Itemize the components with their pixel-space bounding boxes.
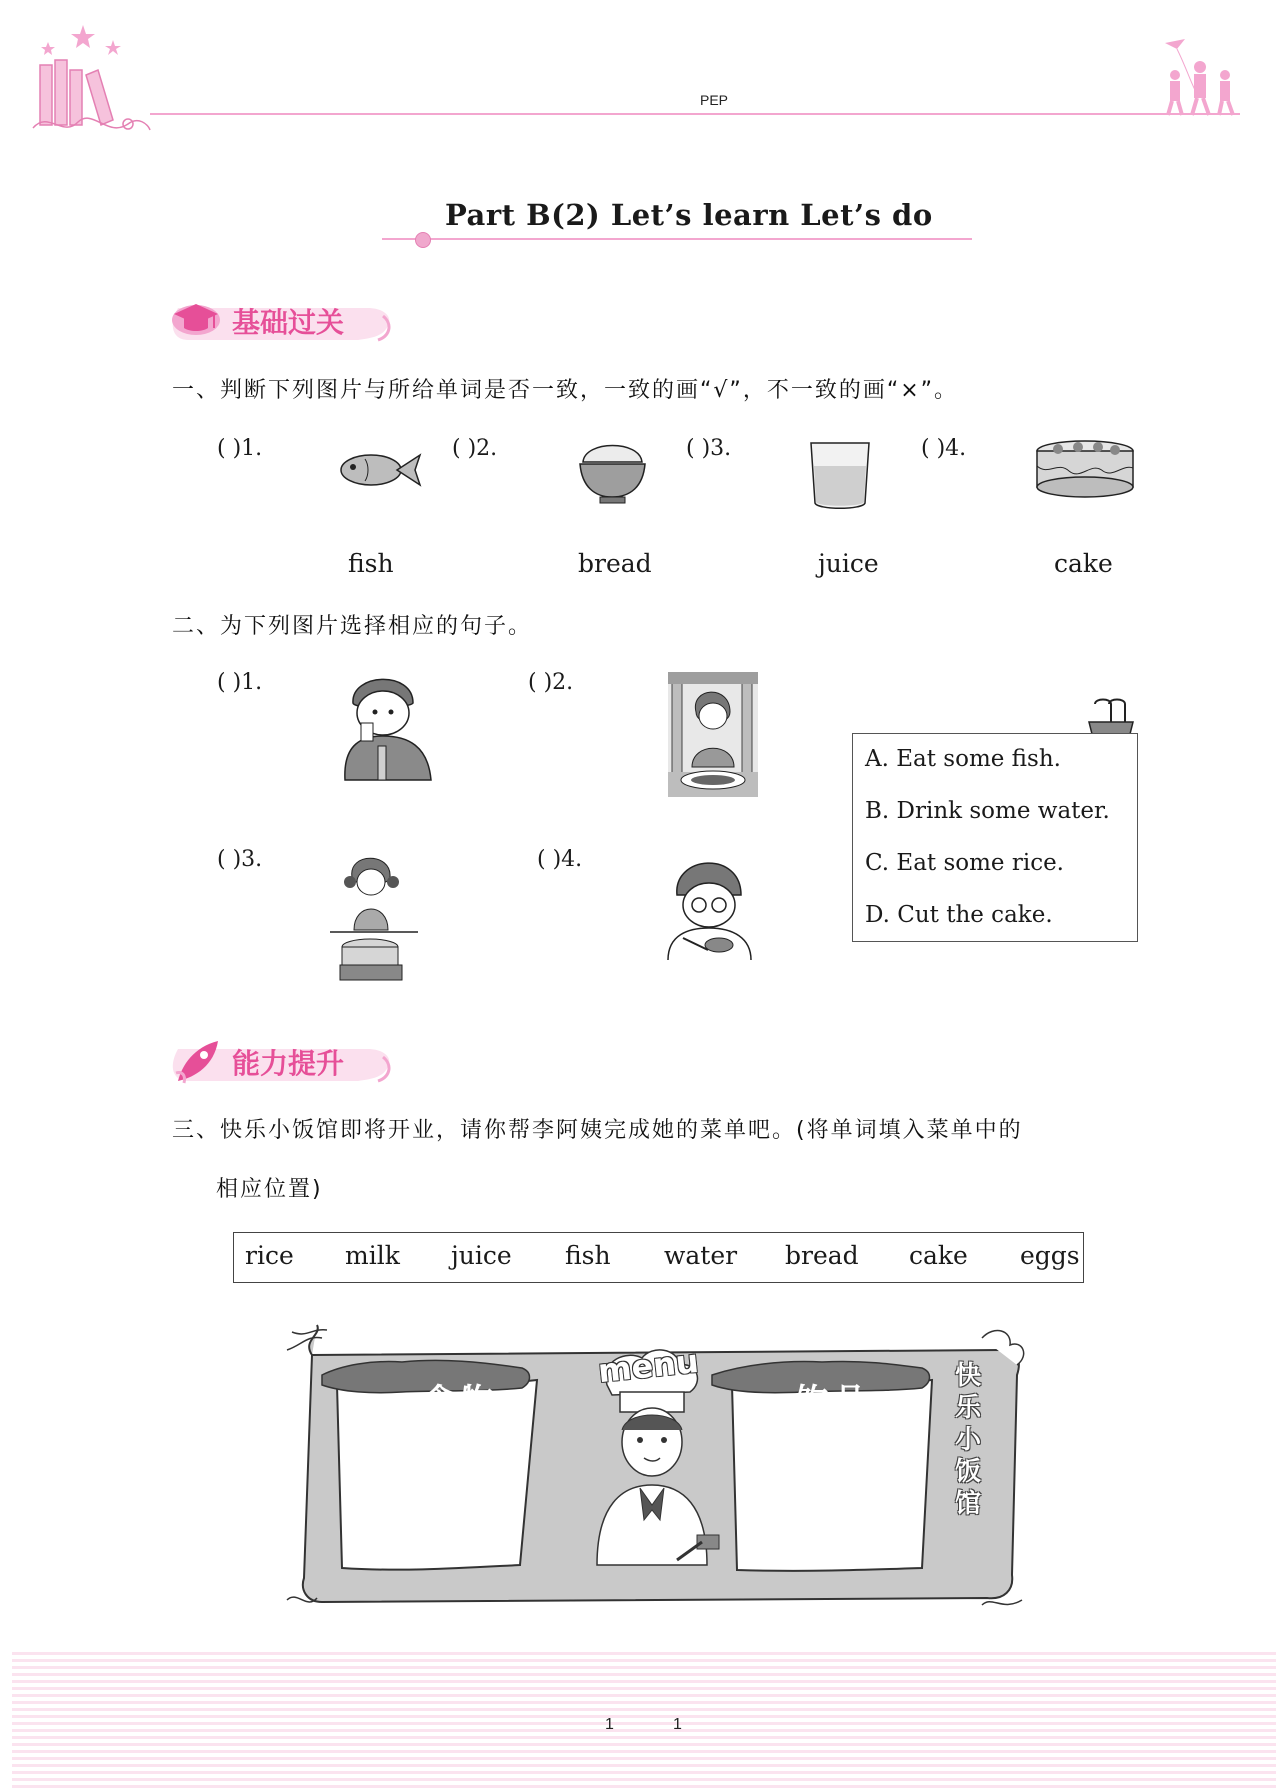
page-title: Part B(2) Let’s learn Let’s do	[445, 198, 933, 232]
title-dot	[415, 232, 431, 248]
menu-side-char: 馆	[954, 1489, 981, 1519]
page-number-left: 1	[605, 1716, 614, 1733]
menu-side-char: 小	[954, 1425, 981, 1455]
word-bank-item: cake	[909, 1241, 968, 1270]
fish-icon	[335, 445, 425, 495]
section1-label: 基础过关	[232, 306, 345, 339]
q2-instruction: 二、为下列图片选择相应的句子。	[172, 614, 533, 639]
title-underline	[382, 238, 972, 240]
boy-eating-icon	[663, 850, 755, 975]
word-bank-item: juice	[451, 1241, 512, 1270]
option-b: B. Drink some water.	[865, 798, 1110, 824]
girl-cake-icon	[330, 852, 418, 982]
q1-word-3: juice	[818, 549, 879, 578]
q1-word-1: fish	[348, 549, 394, 578]
option-c: C. Eat some rice.	[865, 850, 1064, 876]
q2-item-3-blank[interactable]: ( )3.	[217, 847, 263, 872]
header-left-decoration	[28, 20, 158, 135]
girl-eating-icon	[668, 672, 758, 797]
section2-label: 能力提升	[232, 1047, 345, 1080]
q1-item-1-blank[interactable]: ( )1.	[217, 436, 263, 461]
menu-food-label: 食物	[423, 1381, 500, 1419]
header-line	[150, 113, 1240, 115]
menu-side-char: 乐	[954, 1393, 981, 1423]
word-bank-item: milk	[345, 1241, 400, 1270]
menu-side-char: 快	[954, 1361, 981, 1391]
q3-instruction-line1: 三、快乐小饭馆即将开业，请你帮李阿姨完成她的菜单吧。(将单词填入菜单中的	[172, 1118, 1023, 1143]
q3-instruction-line2: 相应位置)	[216, 1177, 323, 1202]
word-bank-item: fish	[565, 1241, 611, 1270]
graduation-cap-icon	[170, 298, 222, 338]
q1-item-3-blank[interactable]: ( )3.	[686, 436, 732, 461]
menu-drink-label: 饮品	[796, 1381, 873, 1419]
q1-word-2: bread	[578, 549, 652, 578]
cake-icon	[1033, 436, 1138, 504]
rocket-icon	[172, 1035, 224, 1087]
word-bank-item: bread	[785, 1241, 859, 1270]
word-bank-item: water	[664, 1241, 738, 1270]
menu-title: menu	[596, 1341, 701, 1391]
word-bank-item: rice	[245, 1241, 294, 1270]
options-box	[852, 733, 1138, 942]
q1-item-4-blank[interactable]: ( )4.	[921, 436, 967, 461]
boy-drinking-icon	[333, 668, 438, 783]
option-a: A. Eat some fish.	[865, 746, 1061, 772]
word-bank	[233, 1232, 1084, 1283]
q2-item-2-blank[interactable]: ( )2.	[528, 670, 574, 695]
q1-item-2-blank[interactable]: ( )2.	[452, 436, 498, 461]
q1-instruction: 一、判断下列图片与所给单词是否一致，一致的画“√”，不一致的画“×”。	[172, 378, 959, 403]
word-bank-item: eggs	[1020, 1241, 1080, 1270]
menu-side-char: 饭	[954, 1457, 981, 1487]
glass-icon	[805, 438, 875, 513]
drink-answer-area[interactable]	[740, 1392, 920, 1557]
header-text: PEP	[700, 92, 729, 108]
footer-band	[12, 1652, 1276, 1789]
page-number-right: 1	[673, 1716, 682, 1733]
q2-item-4-blank[interactable]: ( )4.	[537, 847, 583, 872]
q1-word-4: cake	[1054, 549, 1113, 578]
food-answer-area[interactable]	[345, 1392, 525, 1557]
header-right-decoration	[1155, 35, 1245, 120]
option-d: D. Cut the cake.	[865, 902, 1053, 928]
q2-item-1-blank[interactable]: ( )1.	[217, 670, 263, 695]
menu-side-label	[948, 1360, 988, 1520]
rice-bowl-icon	[575, 432, 650, 507]
